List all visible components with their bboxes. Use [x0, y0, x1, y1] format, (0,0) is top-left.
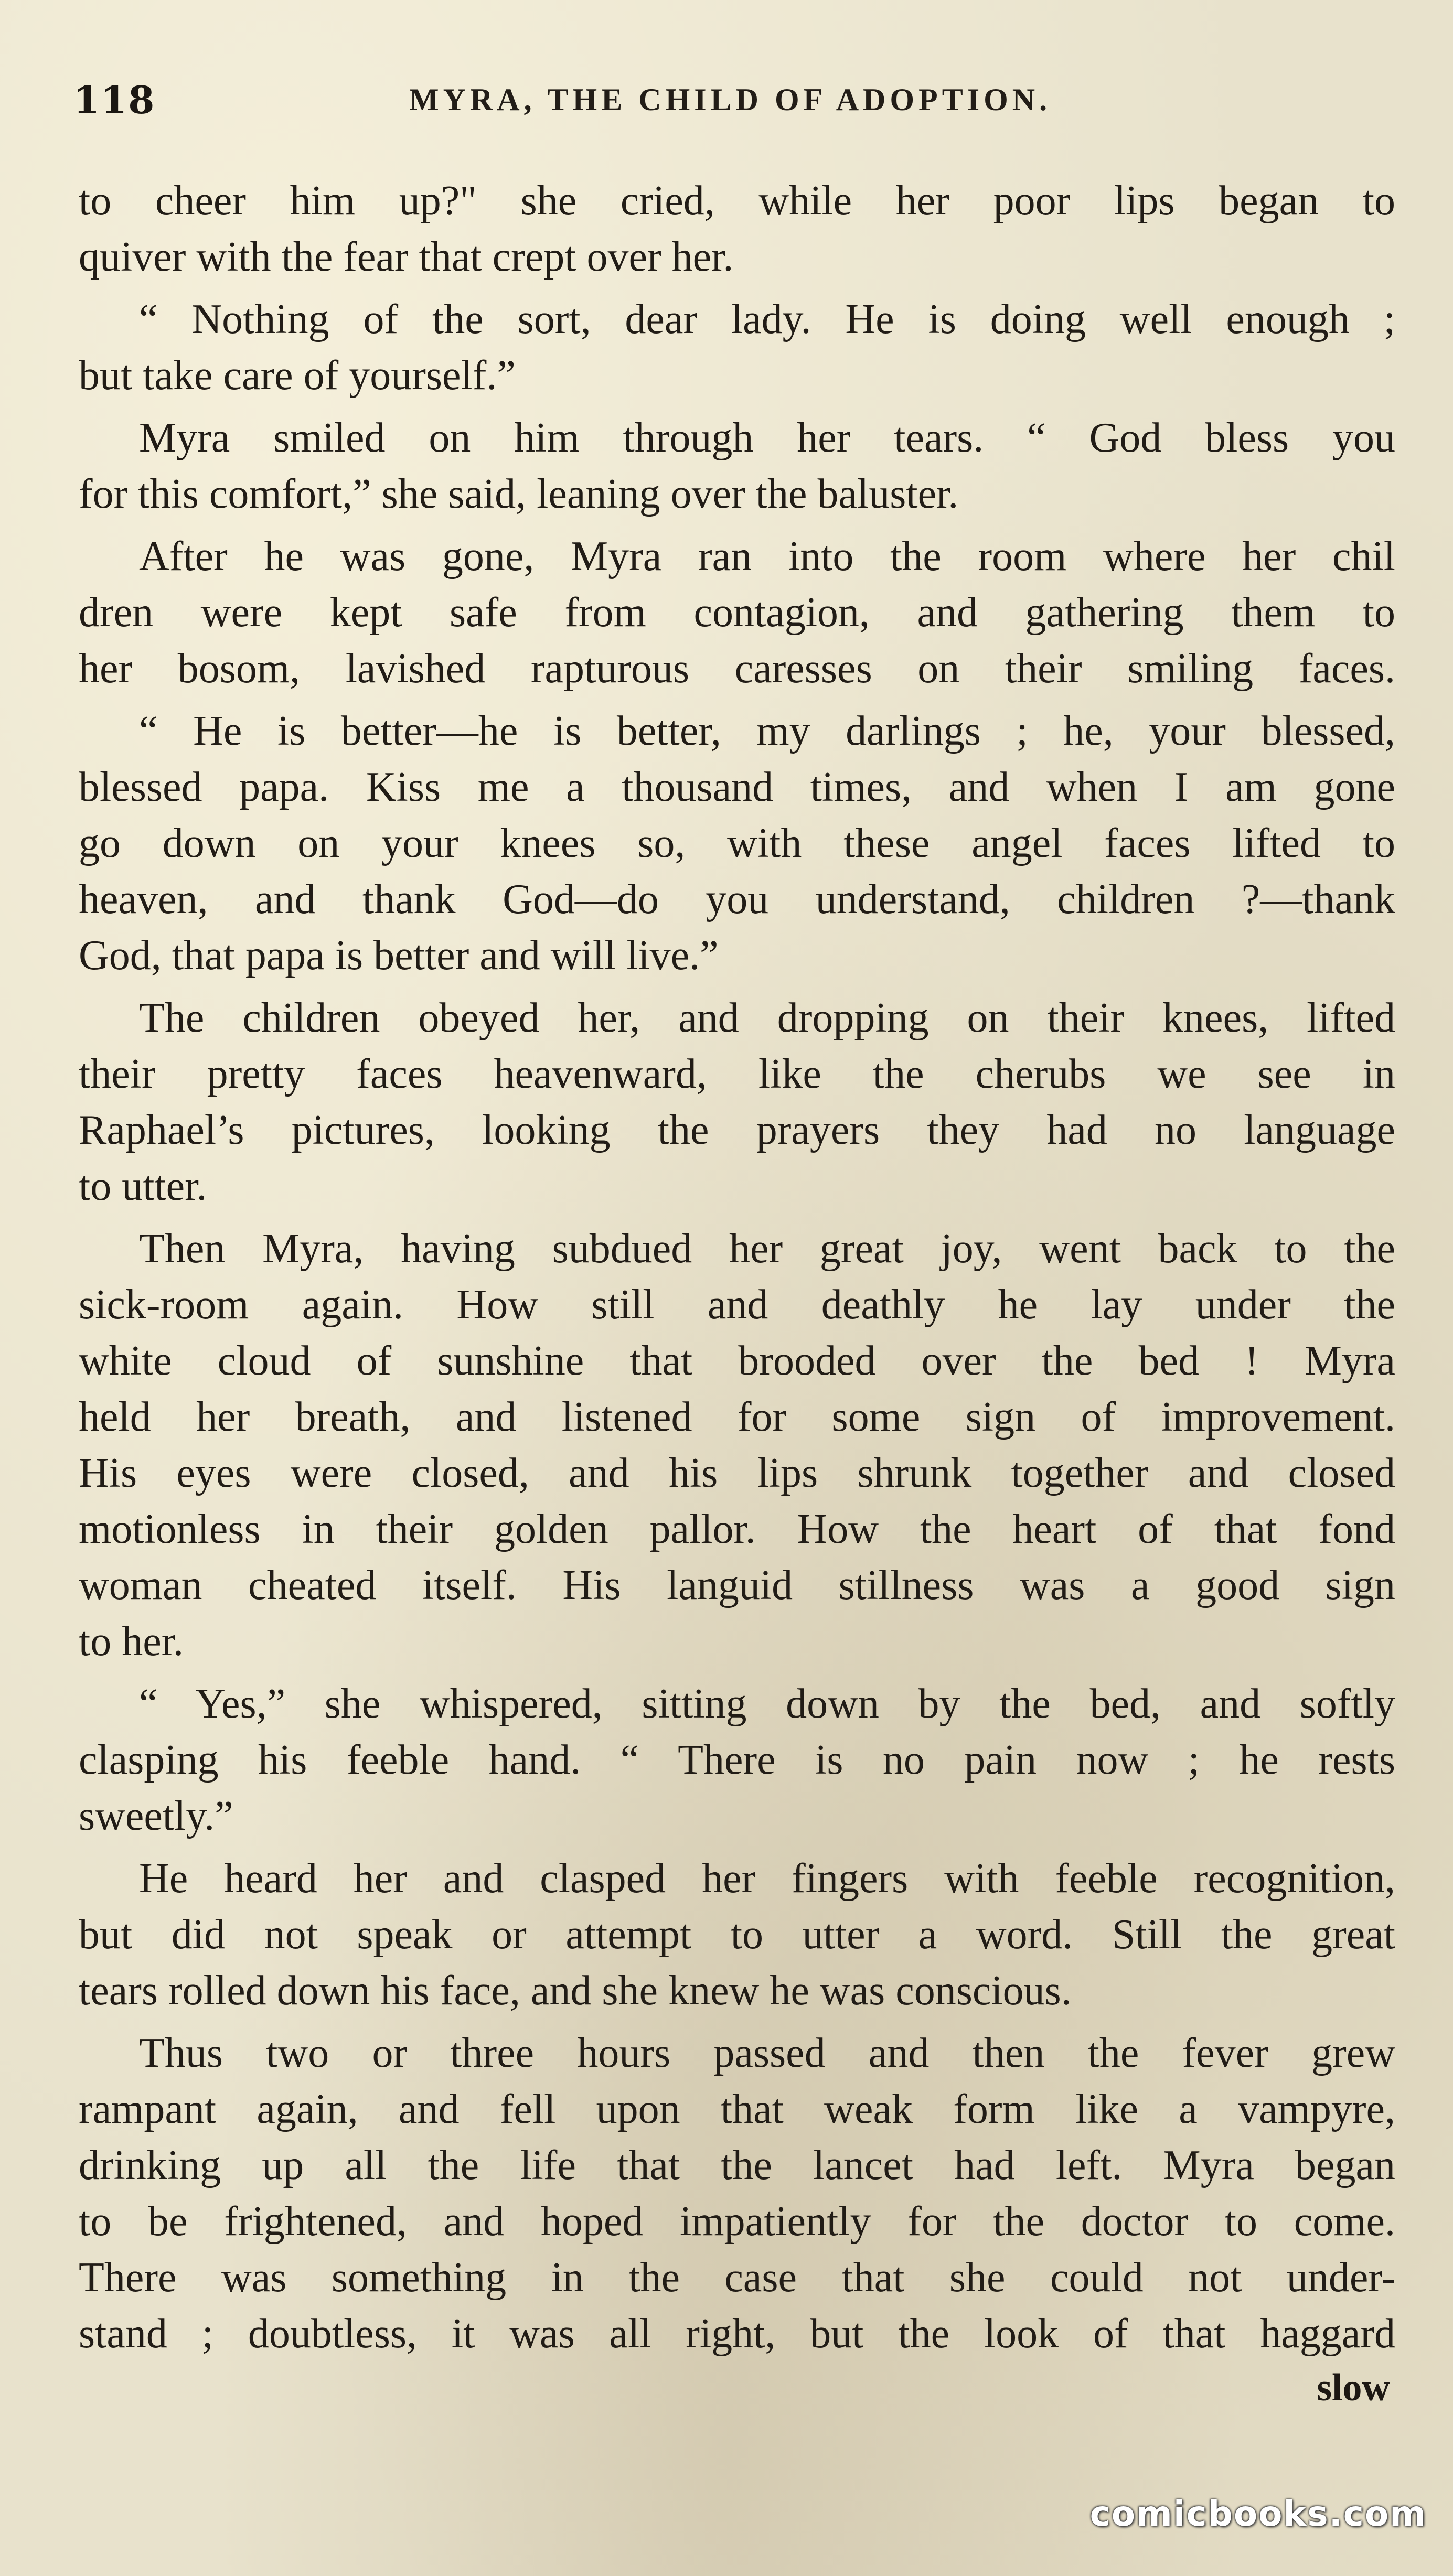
text-line: Raphael’s pictures, looking the prayers they had no language	[79, 1107, 1395, 1153]
text-line: to her.	[79, 1618, 184, 1665]
text-line: quiver with the fear that crept over her.	[79, 234, 734, 280]
watermark-text: comicbooks.com	[1089, 2494, 1427, 2534]
text-line: to be frightened, and hoped impatiently for the doctor to come.	[79, 2198, 1395, 2245]
page-number: 118	[73, 77, 156, 122]
text-line: There was something in the case that she could not under-	[79, 2255, 1395, 2301]
text-line: The children obeyed her, and dropping on their knees, lifted	[139, 995, 1395, 1041]
text-line: “ He is better—he is better, my darlings ; he, your blessed,	[139, 708, 1395, 754]
text-line: held her breath, and listened for some sign of improvement.	[79, 1394, 1395, 1440]
running-header	[73, 71, 1390, 128]
text-line: “ Yes,” she whispered, sitting down by the bed, and softly	[139, 1681, 1395, 1727]
text-line: go down on your knees so, with these angel faces lifted to	[79, 820, 1395, 866]
text-line: woman cheated itself. His languid stillness was a good sign	[79, 1562, 1395, 1608]
text-line: to cheer him up?" she cried, while her poor lips began to	[79, 178, 1395, 224]
text-line: their pretty faces heavenward, like the cherubs we see in	[79, 1051, 1395, 1097]
text-line: “ Nothing of the sort, dear lady. He is doing well enough ;	[139, 296, 1395, 342]
text-line: sweetly.”	[79, 1793, 233, 1839]
text-line: Then Myra, having subdued her great joy, went back to the	[139, 1226, 1395, 1272]
text-line: to utter.	[79, 1163, 207, 1209]
text-line: He heard her and clasped her fingers with feeble recognition,	[139, 1855, 1395, 1902]
text-line: After he was gone, Myra ran into the room where her chil	[139, 533, 1395, 579]
running-title: MYRA, THE CHILD OF ADOPTION.	[409, 82, 1052, 117]
text-line: Myra smiled on him through her tears. “ God bless you	[139, 415, 1395, 461]
text-line: sick-room again. How still and deathly he lay under the	[79, 1282, 1395, 1328]
text-line: white cloud of sunshine that brooded over the bed ! Myra	[79, 1338, 1395, 1384]
text-line: heaven, and thank God—do you understand, children ?—thank	[79, 876, 1395, 922]
text-line: but take care of yourself.”	[79, 352, 516, 399]
text-line: for this comfort,” she said, leaning over the baluster.	[79, 471, 959, 517]
text-line: Thus two or three hours passed and then the fever grew	[139, 2030, 1395, 2076]
text-line: her bosom, lavished rapturous caresses on their smiling faces.	[79, 646, 1395, 692]
catchword: slow	[1317, 2366, 1390, 2409]
body-text	[79, 173, 1395, 2362]
text-line: motionless in their golden pallor. How the heart of that fond	[79, 1506, 1395, 1552]
text-line: clasping his feeble hand. “ There is no pain now ; he rests	[79, 1737, 1395, 1783]
text-line: rampant again, and fell upon that weak form like a vampyre,	[79, 2086, 1395, 2132]
text-line: but did not speak or attempt to utter a word. Still the great	[79, 1912, 1395, 1958]
text-line: drinking up all the life that the lancet had left. Myra began	[79, 2142, 1395, 2188]
text-line: blessed papa. Kiss me a thousand times, and when I am gone	[79, 764, 1395, 810]
text-line: tears rolled down his face, and she knew he was conscious.	[79, 1968, 1072, 2014]
text-line: His eyes were closed, and his lips shrunk together and closed	[79, 1450, 1395, 1496]
text-line: stand ; doubtless, it was all right, but the look of that haggard	[79, 2311, 1395, 2357]
text-line: God, that papa is better and will live.”	[79, 932, 719, 979]
text-line: dren were kept safe from contagion, and gathering them to	[79, 589, 1395, 636]
